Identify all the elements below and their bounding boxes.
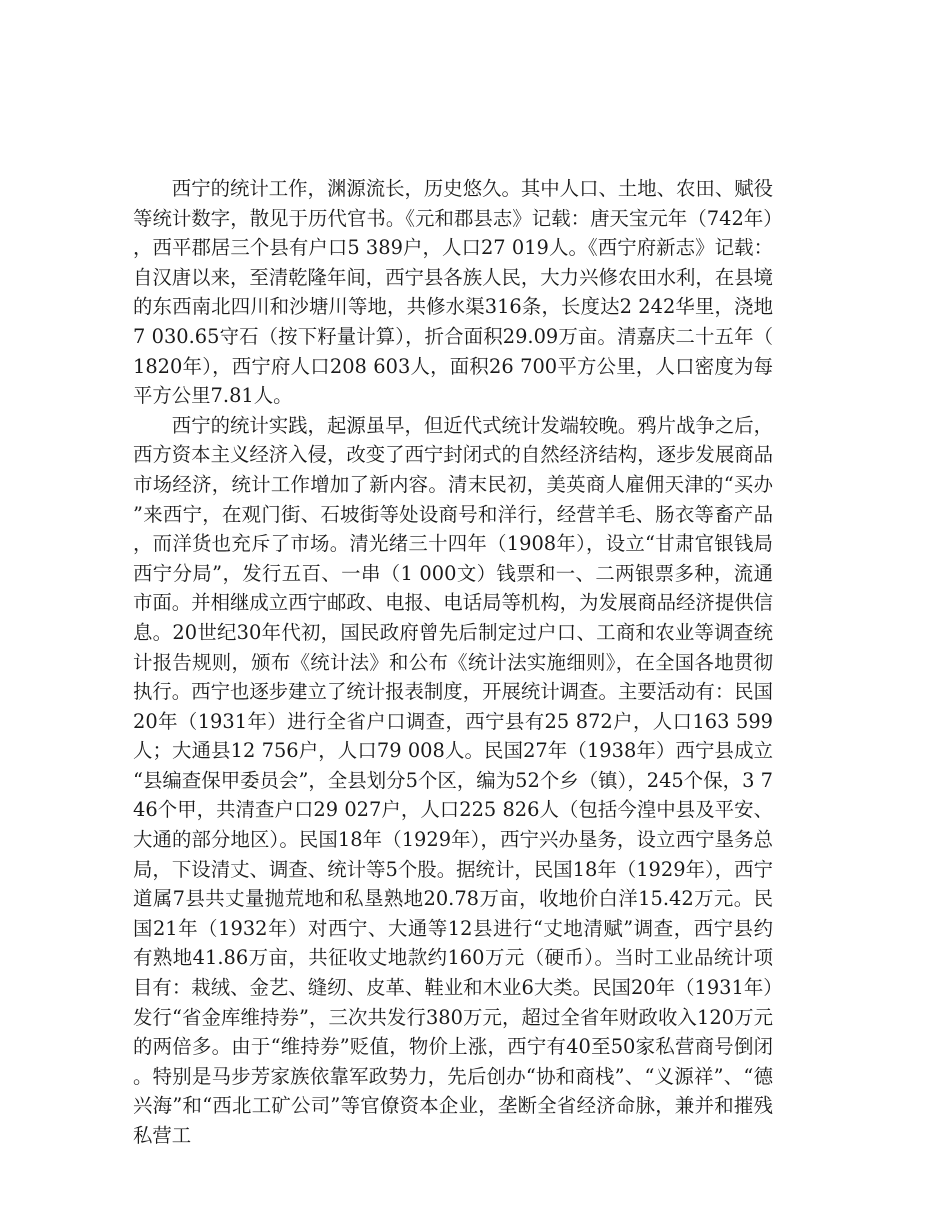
- paragraph: 西宁的统计工作，渊源流长，历史悠久。其中人口、土地、农田、赋役等统计数字，散见于历代官书。《元和郡县志》记载：唐天宝元年（742年），西平郡居三个县有户口5 389户，人口27 019人。《西宁府新志》记载：自汉唐以来，至清乾隆年间，西宁县各族人民，大力兴修农田水利，在县境的东西南北四川和沙塘川等地，共修水渠316条，长度达2 242华里，浇地7 030.65守石（按下籽量计算），折合面积29.09万亩。清嘉庆二十五年（1820年），西宁府人口208 603人，面积26 700平方公里，人口密度为每平方公里7.81人。: [133, 177, 773, 408]
- paragraph: 西宁的统计实践，起源虽早，但近代式统计发端较晚。鸦片战争之后，西方资本主义经济入侵，改变了西宁封闭式的自然经济结构，逐步发展商品市场经济，统计工作增加了新内容。清末民初，美英商人雇佣天津的“买办”来西宁，在观门街、石坡街等处设商号和洋行，经营羊毛、肠衣等畜产品，而洋货也充斥了市场。清光绪三十四年（1908年），设立“甘肃官银钱局西宁分局”，发行五百、一串（1 000文）钱票和一、二两银票多种，流通市面。并相继成立西宁邮政、电报、电话局等机构，为发展商品经济提供信息。20世纪30年代初，国民政府曾先后制定过户口、工商和农业等调查统计报告规则，颁布《统计法》和公布《统计法实施细则》，在全国各地贯彻执行。西宁也逐步建立了统计报表制度，开展统计调查。主要活动有：民国20年（1931年）进行全省户口调查，西宁县有25 872户，人口163 599人；大通县12 756户，人口79 008人。民国27年（1938年）西宁县成立“县编查保甲委员会”，全县划分5个区，编为52个乡（镇），245个保，3 746个甲，共清查户口29 027户，人口225 826人（包括今湟中县及平安、大通的部分地区）。民国18年（1929年），西宁兴办垦务，设立西宁垦务总局，下设清丈、调查、统计等5个股。据统计，民国18年（1929年），西宁道属7县共丈量抛荒地和私垦熟地20.78万亩，收地价白洋15.42万元。民国21年（1932年）对西宁、大通等12县进行“丈地清赋”调查，西宁县约有熟地41.86万亩，共征收丈地款约160万元（硬币）。当时工业品统计项目有：栽绒、金艺、缝纫、皮革、鞋业和木业6大类。民国20年（1931年）发行“省金库维持券”，三次共发行380万元，超过全省年财政收入120万元的两倍多。由于“维持券”贬值，物价上涨，西宁有40至50家私营商号倒闭。特别是马步芳家族依靠军政势力，先后创办“协和商栈”、“义源祥”、“德兴海”和“西北工矿公司”等官僚资本企业，垄断全省经济命脉，兼并和摧残私营工: [133, 413, 773, 1147]
- body-text: [133, 174, 773, 1151]
